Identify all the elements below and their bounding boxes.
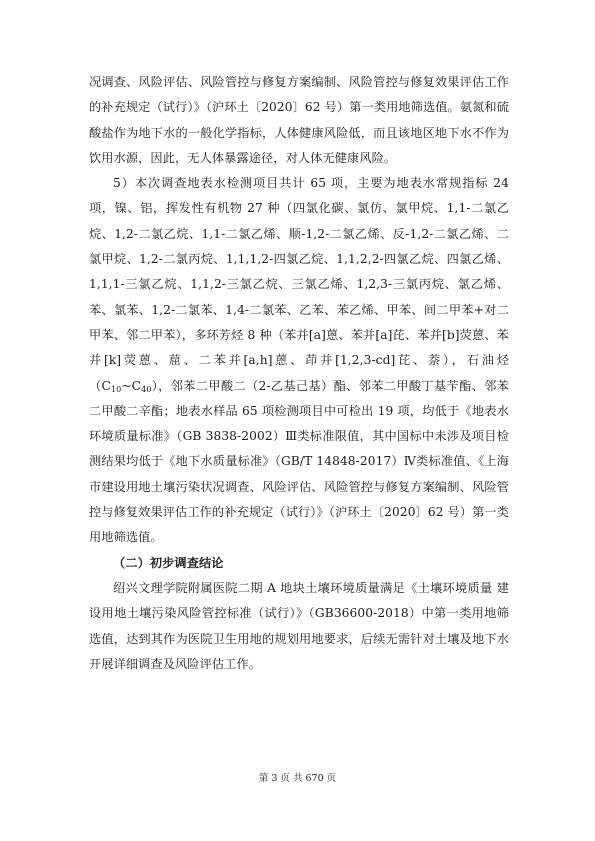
surface-water-text-c: ），邻苯二甲酸二（2-乙基己基）酯、邻苯二甲酸丁基苄酯、邻苯二甲酸二辛酯；地表水样品 65 项检测项目中可检出 19 项，均低于《地表水环境质量标准》（GB 3838-2002）Ⅲ类标准限值，其中国标中未涉及项目检测结果均低于《地下水质量标准》（GB/T 14848-2017）Ⅳ类标准值、《上海市建设用地土壤污染状况调查、风险评估、风险管控与修复方案编制、风险管控与修复效果评估工作的补充规定（试行）》（沪环土〔2020〕62 号）第一类用地筛选值。: [89, 378, 509, 545]
carbon-subscript-start: 10: [110, 384, 122, 394]
carbon-subscript-end: 40: [141, 384, 152, 394]
paragraph-preliminary-conclusion: 绍兴文理学院附属医院二期 A 地块土壤环境质量满足《土壤环境质量 建设用地土壤污染风险管控标准（试行）》（GB36600-2018）中第一类用地筛选值，达到其作为医院卫生用地的规划用地要求，后续无需针对土壤及地下水开展详细调查及风险评估工作。: [89, 580, 509, 671]
surface-water-text-a: 5）本次调查地表水检测项目共计 65 项，主要为地表水常规指标 24 项，镍、铝，挥发性有机物 27 种（四氯化碳、氯仿、氯甲烷、1,1-二氯乙烷、1,2-二氯乙烷、1,1-二氯乙烯、顺-1,2-二氯乙烯、反-1,2-二氯乙烯、二氯甲烷、1,2-二氯丙烷、1,1,1,2-四氯乙烷、1,1,2,2-四氯乙烷、四氯乙烯、1,1,1-三氯乙烷、1,1,2-三氯乙烷、三氯乙烯、1,2,3-三氯丙烷、氯乙烯、苯、氯苯、1,2-二氯苯、1,4-二氯苯、乙苯、苯乙烯、甲苯、间二甲苯+对二甲苯、邻二甲苯），多环芳烃 8 种（苯并[a]蒽、苯并[a]芘、苯并[b]荧蒽、苯并[k]荧蒽、䓛、二苯并[a,h]蒽、茚并[1,2,3-cd]芘、萘），石油烃（C: [89, 176, 509, 393]
page-footer: 第 3 页 共 670 页: [258, 773, 337, 784]
body-text: [89, 70, 509, 677]
paragraph-surface-water: [89, 171, 509, 550]
section-heading: （二）初步调查结论: [113, 555, 224, 570]
paragraph-risk-conclusion: 况调查、风险评估、风险管控与修复方案编制、风险管控与修复效果评估工作的补充规定（试行）》（沪环土〔2020〕62 号）第一类用地筛选值。氨氮和硫酸盐作为地下水的一般化学指标，人体健康风险低，而且该地区地下水不作为饮用水源，因此，无人体暴露途径，对人体无健康风险。: [89, 75, 509, 165]
surface-water-text-b: ~C: [121, 378, 142, 393]
